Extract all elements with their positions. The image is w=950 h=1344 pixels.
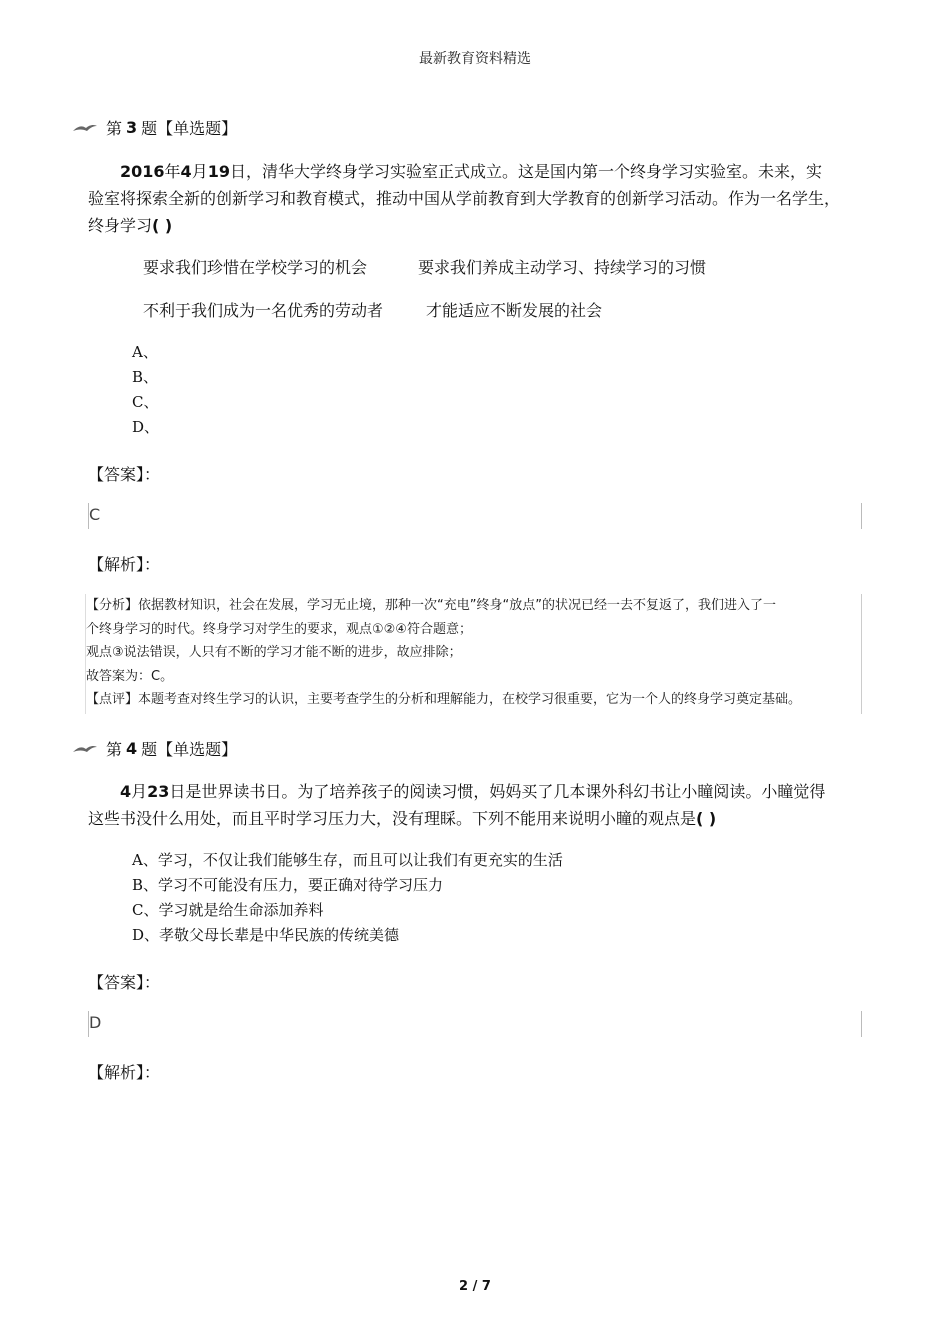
stem-line-2: 验室将探索全新的创新学习和教育模式，推动中国从学前教育到大学教育的创新学习活动。作为一名学生， (88, 189, 841, 208)
bird-ornament-icon (72, 744, 98, 754)
page-header: 最新教育资料精选 (419, 51, 531, 67)
stem-month: 4 (180, 162, 192, 181)
question-number: 3 (126, 118, 138, 137)
stem-text: 年 (164, 162, 181, 181)
analysis-line: 【点评】本题考查对终生学习的认识，主要考查学生的分析和理解能力，在校学习很重要，它为一个人的终身学习奠定基础。 (86, 692, 802, 707)
question-4-title (72, 737, 237, 760)
answer-paren: ( ) (696, 809, 717, 828)
statement-1: 要求我们珍惜在学校学习的机会 (143, 258, 368, 277)
question-3-title (72, 116, 237, 139)
answer-box (88, 503, 862, 529)
stem-year: 2016 (120, 162, 165, 181)
answer-value: C (89, 505, 101, 524)
question-number: 4 (126, 739, 138, 758)
answer-box (88, 1011, 862, 1037)
option-d: D、孝敬父母长辈是中华民族的传统美德 (132, 926, 400, 944)
answer-paren: ( ) (152, 216, 173, 235)
question-type: 题【单选题】 (141, 119, 238, 138)
answer-label: 【答案】： (88, 465, 161, 484)
answer-label: 【答案】： (88, 973, 161, 992)
question-type: 题【单选题】 (141, 740, 238, 759)
option-b: B、学习不可能没有压力，要正确对待学习压力 (132, 876, 444, 894)
stem-text: 日，清华大学终身学习实验室正式成立。这是国内第一个终身学习实验室。未来，实 (229, 162, 822, 181)
question-4-stem (88, 778, 866, 832)
question-3-stem (88, 158, 866, 239)
bird-ornament-icon (72, 123, 98, 133)
analysis-line: 故答案为：C。 (86, 668, 174, 684)
question-prefix: 第 (106, 740, 123, 759)
page-number: 2 / 7 (459, 1279, 491, 1294)
statement-4: 才能适应不断发展的社会 (426, 301, 603, 320)
option-a: A、学习，不仅让我们能够生存，而且可以让我们有更充实的生活 (132, 851, 563, 869)
stem-line-3: 终身学习 (88, 216, 153, 235)
answer-value: D (89, 1013, 102, 1032)
stem-month: 4 (120, 782, 132, 801)
analysis-line: 个终身学习的时代。终身学习对学生的要求，观点①②④符合题意； (86, 621, 472, 637)
analysis-label: 【解析】： (88, 1063, 161, 1082)
statement-3: 不利于我们成为一名优秀的劳动者 (143, 301, 384, 320)
option-d: D、 (132, 418, 160, 436)
option-c: C、学习就是给生命添加养料 (132, 901, 324, 919)
option-b: B、 (132, 368, 159, 386)
stem-text: 日是世界读书日。为了培养孩子的阅读习惯，妈妈买了几本课外科幻书让小瞳阅读。小瞳觉得 (169, 782, 826, 801)
analysis-line: 观点③说法错误，人只有不断的学习才能不断的进步，故应排除； (86, 645, 462, 660)
stem-text: 月 (191, 162, 208, 181)
analysis-line: 【分析】依据教材知识，社会在发展，学习无止境，那种一次“充电”终身“放点”的状况已经一去不复返了，我们进入了一 (86, 598, 776, 613)
stem-line-2: 这些书没什么用处，而且平时学习压力大，没有理睬。下列不能用来说明小瞳的观点是 (88, 809, 697, 828)
option-c: C、 (132, 393, 159, 411)
question-prefix: 第 (106, 119, 123, 138)
analysis-box (85, 594, 862, 714)
stem-day: 23 (147, 782, 170, 801)
stem-text: 月 (131, 782, 148, 801)
statement-2: 要求我们养成主动学习、持续学习的习惯 (418, 258, 707, 277)
analysis-label: 【解析】： (88, 555, 161, 574)
stem-day: 19 (207, 162, 230, 181)
option-a: A、 (132, 343, 158, 361)
